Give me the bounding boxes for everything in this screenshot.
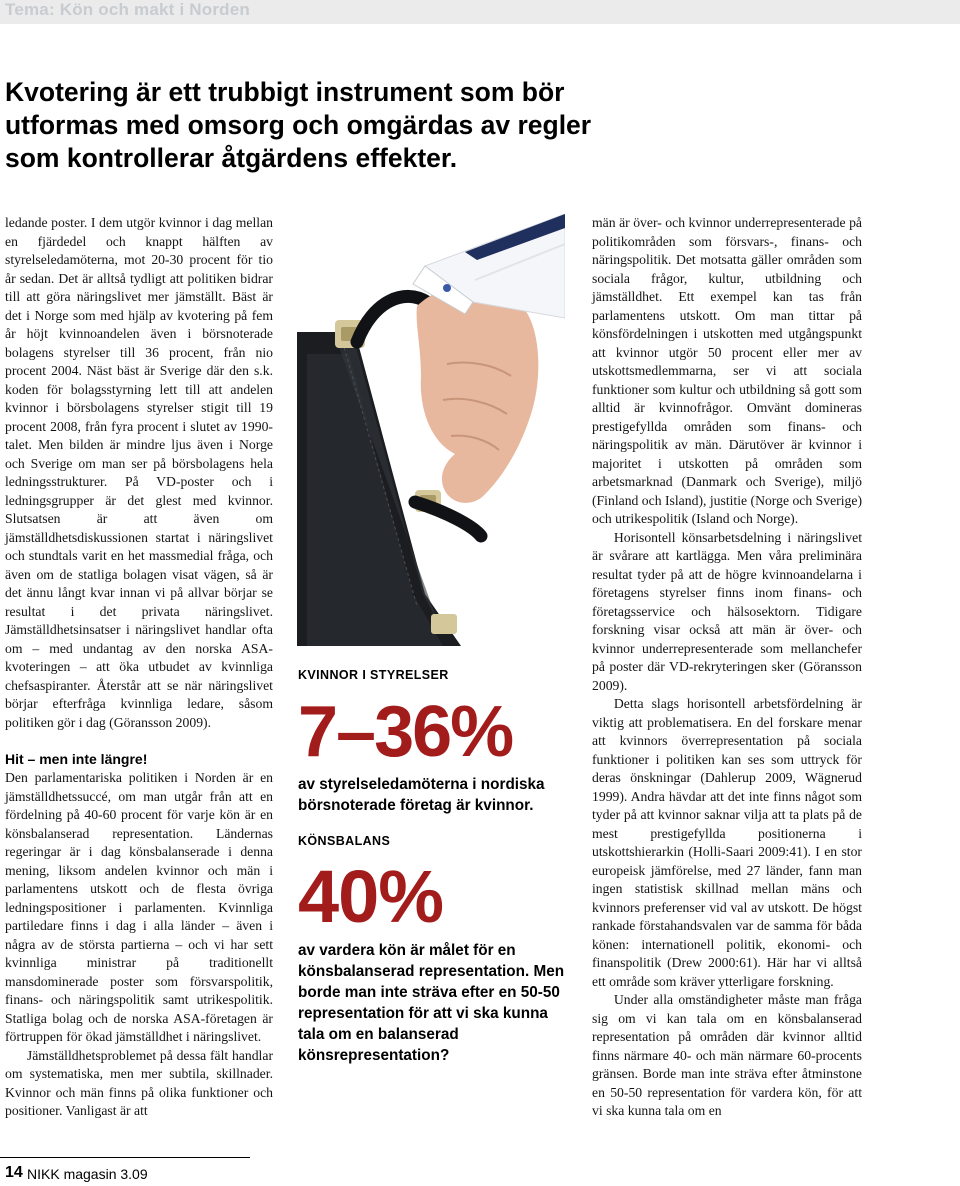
briefcase-hand-icon bbox=[297, 214, 565, 646]
subheading: Hit – men inte längre! bbox=[5, 751, 148, 767]
article-column-left bbox=[5, 214, 273, 1121]
fact-number: 40% bbox=[298, 855, 444, 938]
body-paragraph: Under alla omständigheter måste man fråga sig om vi kan tala om en könsbalanserad representation på områden där kvinnor alltid finns närmare 40- och män närmare 60-procents gränsen. Borde man inte sträva efter åtminstone en 50-50 representation för vardera kön, för att vi ska kunna tala om en bbox=[592, 992, 862, 1118]
page-number: 14 bbox=[5, 1164, 23, 1181]
body-paragraph: Den parlamentariska politiken i Norden är en jämställdhetssuccé, om man utgår från att en fördelning på 40-60 procent för varje kön är en könsbalanserad representation. Ländernas regeringar är i dag könsbalanserade i denna mening, liksom andelen kvinnor och män i parlamentens utskott och de flesta övriga ledningspositioner i parlamenten. Kvinnliga partiledare finns i dag i alla länder – även i några av de största partierna – och vi har sett kvinnliga ministrar på traditionellt mansdominerade poster som försvarspolitik, finans- och näringspolitik samt utrikespolitik. Statliga bolag och de norska ASA-företagen är förtruppen för ökad jämställdhet i näringslivet. bbox=[5, 770, 273, 1044]
fact-label: KVINNOR I STYRELSER bbox=[298, 668, 449, 682]
theme-label: Tema: Kön och makt i Norden bbox=[5, 0, 251, 19]
headline-line: som kontrollerar åtgärdens effekter. bbox=[5, 143, 458, 173]
body-paragraph: Jämställdhetsproblemet på dessa fält handlar om systematiska, men mer subtila, skillnader. Kvinnor och män finns på olika funktioner och positioner. Vanligast är att bbox=[5, 1047, 273, 1118]
body-paragraph: Detta slags horisontell arbetsfördelning är viktig att problematisera. En del forskare menar att kvinnors överrepresentation på sociala funktioner i politiken kan ses som uttryck för deras önskningar (Dahlerup 2009, Wägnerud 1999). Andra hävdar att det inte finns något som tyder på att kvinnor saknar vilja att ta plats på de mest prestigefyllda positionerna i utskottshierarkin (Holli-Saari 2009:41). I en stor europeisk jämförelse, med 27 länder, fann man ingen statistisk skillnad mellan mäns och kvinnors preferenser vid val av utskott. De högst rankade förstahandsvalen var de samma för båda könen: internationell politik, ekonomi- och finanspolitik (Drew 2000:61). Här har vi alltså ett område som kräver ytterligare forskning. bbox=[592, 696, 862, 989]
fact-text: av vardera kön är målet för en könsbalanserad representation. Men borde man inte sträva efter en 50-50 representation för att vi ska kunna tala om en balanserad könsrepresentation? bbox=[298, 942, 565, 1064]
body-paragraph: män är över- och kvinnor underrepresenterade på politikområden som försvars-, finans- och näringspolitik. Det motsatta gäller områden som sociala frågor, kultur, utbildning och jämställdhet. Ett exempel kan tas från parlamentens utskott. Om man tittar på könsfördelningen i utskotten med utgångspunkt att kvinnor utgör 50 procent eller mer av utskottsmedlemmarna, ser vi att sociala funktioner som kultur och utbildning så gott som alltid är kvinnofrågor. Omvänt domineras prestigefyllda områden som finans- och näringspolitik av män. Därutöver är kvinnor i majoritet i utskotten på områden som arbetsmarknad (Danmark och Sverige), miljö (Finland och Island), justitie (Norge och Sverige) och utrikespolitik (Island och Norge). bbox=[592, 215, 863, 526]
headline bbox=[5, 76, 705, 175]
headline-line: utformas med omsorg och omgärdas av regler bbox=[5, 110, 592, 140]
fact-box bbox=[298, 668, 573, 1066]
body-paragraph: Horisontell könsarbetsdelning i näringslivet är svårare att kartlägga. Men våra preliminära resultat tyder på att de högre kvinnoandelarna i företagens styrelser finns inom finans- och företagsservice och hälsosektorn. Tidigare forskning visar också att män är över- och kvinnor underrepresenterade som mellanchefer på poster där VD-rekryteringen sker (Göransson 2009). bbox=[592, 529, 862, 693]
headline-line: Kvotering är ett trubbigt instrument som bör bbox=[5, 77, 565, 107]
theme-header-bar bbox=[0, 0, 960, 24]
body-paragraph: ledande poster. I dem utgör kvinnor i dag mellan en fjärdedel och knappt hälften av styrelseledamöterna, mot 20-30 procent för tio år sedan. Det är alltså tydligt att politiken bidrar till att göra näringslivet mer jämställt. Bäst är det i Norge som med hjälp av kvotering på fem år höjt kvinnoandelen även i börsnoterade bolagens styrelser till 36 procent, från nio procent 2004. Näst bäst är Sverige där den s.k. koden för bolagsstyrning lett till att andelen kvinnor i börsbolagens styrelser stigit till 19 procent 2008, från fyra procent i slutet av 1990-talet. Men bilden är mindre ljus även i Norge och Sverige om man ser på börsbolagens hela ledningsstrukturer. På VD-poster och i ledningsgrupper är det glest med kvinnor. Slutsatsen är att även om jämställdhetsdiskussionen startat i näringslivet och stundtals varit en het massmedial fråga, och även om de statliga bolagen visat vägen, så är det ännu långt kvar innan vi på allvar börjar se resultat i det privata näringslivet. Jämställdhetsinsatser i näringslivet handlar ofta om – med undantag av den norska ASA-kvoteringen – att öka utbudet av kvinnliga chefsaspiranter. Återstår att se när näringslivet börjar efterfråga kvinnliga ledare, såsom politiken gör i dag (Göransson 2009). bbox=[5, 215, 273, 730]
fact-text: av styrelseledamöterna i nordiska börsnoterade företag är kvinnor. bbox=[298, 776, 545, 814]
fact-number: 7–36% bbox=[298, 692, 513, 772]
article-column-right bbox=[592, 214, 862, 1121]
footer-rule bbox=[0, 1157, 250, 1158]
fact-label: KÖNSBALANS bbox=[298, 834, 391, 848]
magazine-name: NIKK magasin 3.09 bbox=[27, 1166, 148, 1182]
